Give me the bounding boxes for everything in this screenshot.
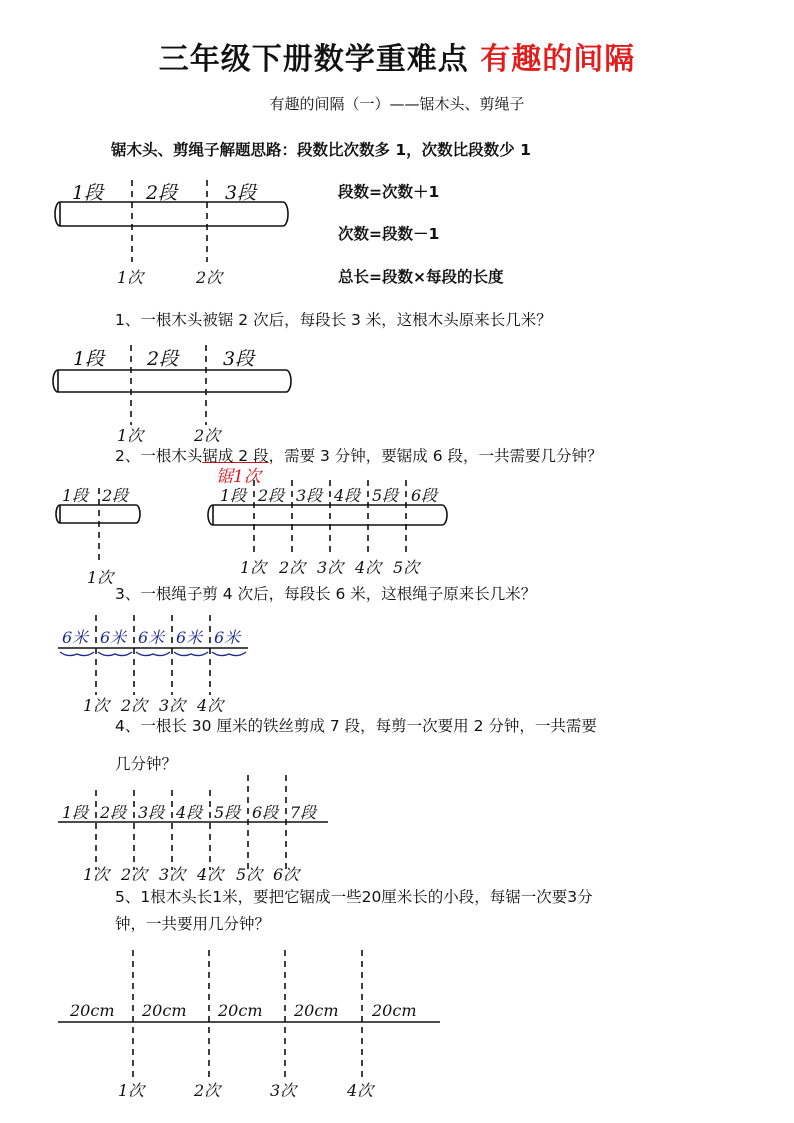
segment-label: 2段	[258, 486, 285, 505]
segment-label: 4段	[176, 803, 203, 822]
cut-label: 4次	[355, 558, 382, 577]
tips-heading: 锯木头、剪绳子解题思路：段数比次数多 1，次数比段数少 1	[111, 141, 531, 159]
cut-label: 1次	[117, 426, 144, 445]
annotation-red: 锯1次	[216, 467, 261, 487]
cut-label: 1次	[117, 268, 144, 287]
question-5-line2: 钟，一共要用几分钟？	[115, 915, 271, 933]
cut-label: 6次	[273, 865, 300, 884]
segment-label: 2段	[102, 486, 129, 505]
segment-label: 20cm	[142, 1001, 187, 1020]
segment-label: 3段	[223, 348, 255, 370]
title-main: 三年级下册数学重难点	[158, 42, 469, 77]
segment-label: 1段	[62, 803, 89, 822]
cut-label: 4次	[197, 696, 224, 715]
segment-label: 6段	[252, 803, 279, 822]
segment-label: 6米	[214, 628, 241, 647]
segment-label: 6米	[100, 628, 127, 647]
question-1: 1、一根木头被锯 2 次后，每段长 3 米，这根木头原来长几米？	[115, 311, 552, 329]
question-5-line1: 5、1根木头长1米，要把它锯成一些20厘米长的小段，每锯一次要3分	[115, 888, 593, 906]
question-4-line1: 4、一根长 30 厘米的铁丝剪成 7 段，每剪一次要用 2 分钟，一共需要	[115, 717, 597, 735]
segment-label: 20cm	[294, 1001, 339, 1020]
cut-label: 2次	[194, 426, 221, 445]
segment-label: 1段	[73, 348, 105, 370]
segment-label: 20cm	[70, 1001, 115, 1020]
question-2-part1: 2、一根木头	[115, 447, 203, 465]
cut-label: 1次	[118, 1081, 145, 1100]
cut-label: 1次	[83, 865, 110, 884]
question-2-underlined: 锯成 2 段	[202, 447, 269, 465]
question-3: 3、一根绳子剪 4 次后，每段长 6 米，这根绳子原来长几米？	[115, 585, 537, 603]
segment-label: 1段	[220, 486, 247, 505]
question-4-line2: 几分钟？	[115, 755, 178, 773]
formula-cuts: 次数=段数－1	[338, 225, 440, 243]
cut-label: 3次	[270, 1081, 297, 1100]
cut-label: 2次	[279, 558, 306, 577]
segment-label: 6段	[411, 486, 438, 505]
segment-label: 5段	[372, 486, 399, 505]
segment-label: 2段	[146, 182, 178, 204]
segment-label: 6米	[62, 628, 89, 647]
formula-total: 总长=段数×每段的长度	[338, 268, 504, 286]
segment-label: 20cm	[372, 1001, 417, 1020]
cut-label: 2次	[121, 865, 148, 884]
cut-label: 3次	[317, 558, 344, 577]
question-2-part2: ，需要 3 分钟，要锯成 6 段，一共需要几分钟？	[268, 447, 603, 465]
cut-label: 4次	[347, 1081, 374, 1100]
cut-label: 2次	[121, 696, 148, 715]
segment-label: 2段	[100, 803, 127, 822]
title-highlight: 有趣的间隔	[480, 42, 636, 77]
segment-label: 3段	[296, 486, 323, 505]
cut-label: 1次	[83, 696, 110, 715]
segment-label: 2段	[147, 348, 179, 370]
segment-label: 7段	[290, 803, 317, 822]
segment-label: 6米	[138, 628, 165, 647]
cut-label: 2次	[194, 1081, 221, 1100]
segment-label: 4段	[334, 486, 361, 505]
cut-label: 5次	[236, 865, 263, 884]
cut-label: 1次	[87, 568, 114, 587]
segment-label: 1段	[72, 182, 104, 204]
cut-label: 1次	[240, 558, 267, 577]
page-subtitle: 有趣的间隔（一）——锯木头、剪绳子	[269, 95, 525, 113]
cut-label: 2次	[196, 268, 223, 287]
segment-label: 3段	[225, 182, 257, 204]
formula-segments: 段数=次数＋1	[338, 183, 440, 201]
cut-label: 4次	[197, 865, 224, 884]
segment-label: 1段	[62, 486, 89, 505]
cut-label: 5次	[393, 558, 420, 577]
segment-label: 5段	[214, 803, 241, 822]
cut-label: 3次	[159, 865, 186, 884]
segment-label: 20cm	[218, 1001, 263, 1020]
cut-label: 3次	[159, 696, 186, 715]
segment-label: 3段	[138, 803, 165, 822]
segment-label: 6米	[176, 628, 203, 647]
